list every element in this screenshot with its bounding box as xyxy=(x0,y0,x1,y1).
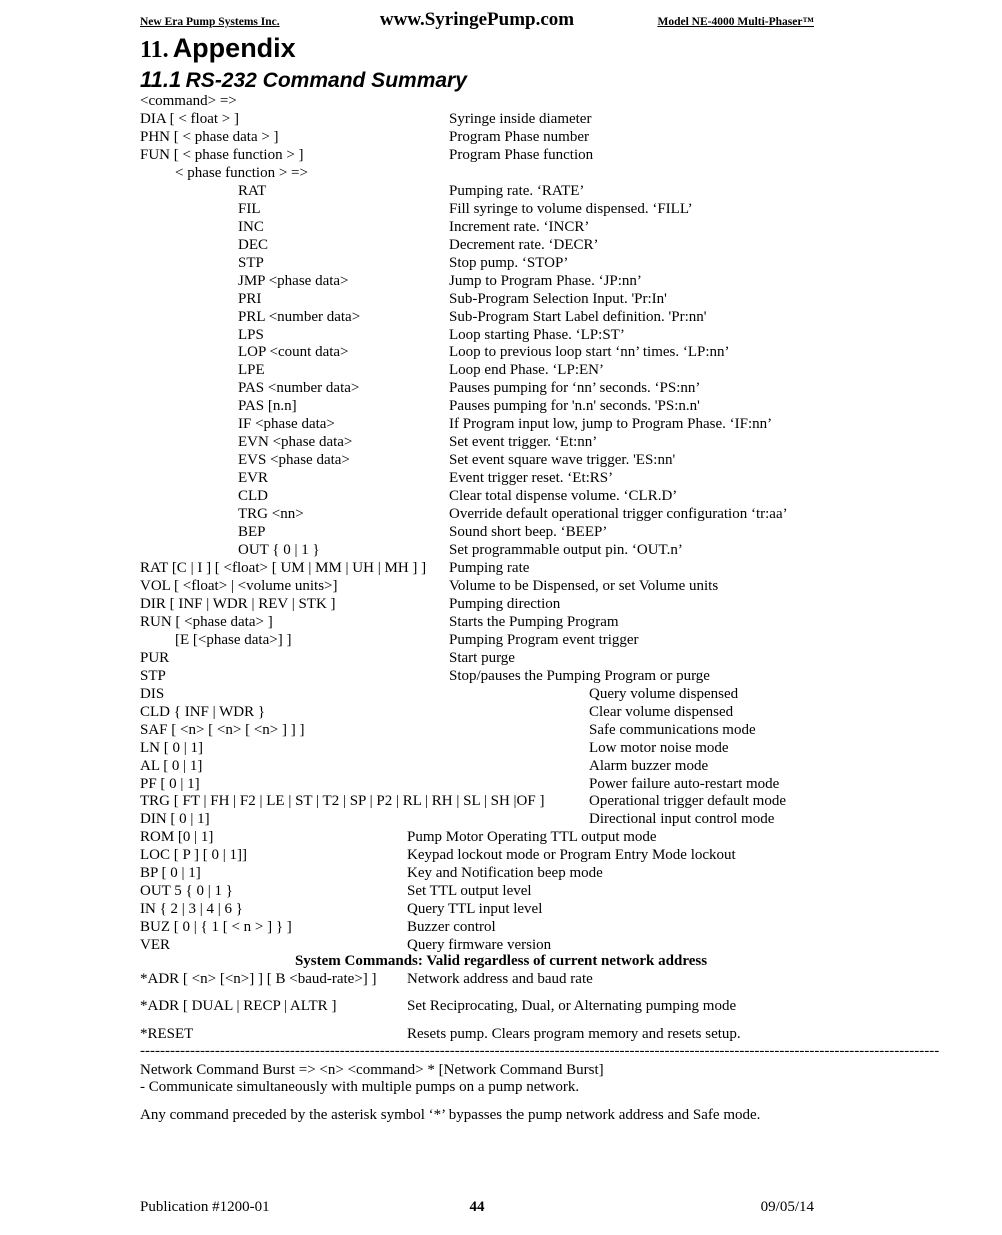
command-syntax: FIL xyxy=(238,200,261,217)
command-syntax: RAT [C | I ] [ <float> [ UM | MM | UH | MH ] ] xyxy=(140,560,427,576)
command-description: Pumping rate xyxy=(449,560,530,576)
command-description: Sound short beep. ‘BEEP’ xyxy=(449,524,608,541)
command-description: Override default operational trigger configuration ‘tr:aa’ xyxy=(449,506,788,523)
command-description: Set event square wave trigger. 'ES:nn' xyxy=(449,452,676,469)
command-description: Alarm buzzer mode xyxy=(589,757,709,774)
website: www.SyringePump.com xyxy=(379,9,575,30)
command-description: Operational trigger default mode xyxy=(589,793,787,810)
model-name: Model NE-4000 Multi-Phaser™ xyxy=(657,16,814,28)
command-syntax: AL [ 0 | 1] xyxy=(140,757,203,774)
command-description: Pauses pumping for ‘nn’ seconds. ‘PS:nn’ xyxy=(449,380,701,397)
command-syntax: STP xyxy=(238,254,264,271)
command-description: Query volume dispensed xyxy=(589,685,739,702)
command-description: Event trigger reset. ‘Et:RS’ xyxy=(449,470,614,487)
subsection-number: 11.1 xyxy=(140,67,182,92)
command-description: Increment rate. ‘INCR’ xyxy=(449,218,590,235)
command-syntax: IN { 2 | 3 | 4 | 6 } xyxy=(140,901,243,918)
publication-number: Publication #1200-01 xyxy=(140,1199,270,1215)
command-syntax: LOP <count data> xyxy=(238,344,349,361)
command-description: Program Phase number xyxy=(449,128,589,145)
command-description: Jump to Program Phase. ‘JP:nn’ xyxy=(449,272,642,289)
command-syntax: TRG <nn> xyxy=(238,506,304,523)
command-syntax: LPE xyxy=(238,362,265,379)
command-description: Pumping Program event trigger xyxy=(449,631,639,648)
system-command-description: Resets pump. Clears program memory and resets setup. xyxy=(407,1026,741,1042)
command-syntax: BEP xyxy=(238,524,266,541)
command-description: Pauses pumping for 'n.n' seconds. 'PS:n.n' xyxy=(449,398,700,415)
company-name: New Era Pump Systems Inc. xyxy=(140,16,280,28)
section-heading xyxy=(140,30,296,71)
command-description: Volume to be Dispensed, or set Volume units xyxy=(449,577,719,594)
intro-line: <command> => xyxy=(140,93,237,109)
command-syntax: PUR xyxy=(140,649,170,666)
command-syntax: PF [ 0 | 1] xyxy=(140,775,200,792)
command-description: Clear total dispense volume. ‘CLR.D’ xyxy=(449,488,678,505)
command-description: Set TTL output level xyxy=(407,883,532,900)
command-syntax: STP xyxy=(140,667,166,684)
command-syntax: LN [ 0 | 1] xyxy=(140,739,203,756)
command-syntax: VER xyxy=(140,937,170,954)
system-command-syntax: *ADR [ DUAL | RECP | ALTR ] xyxy=(140,998,337,1014)
command-syntax: TRG [ FT | FH | F2 | LE | ST | T2 | SP | P2 | RL | RH | SL | SH |OF ] xyxy=(140,793,545,810)
command-syntax: IF <phase data> xyxy=(238,416,335,433)
command-description: Query TTL input level xyxy=(407,901,543,918)
command-syntax: PRI xyxy=(238,290,262,307)
command-description: Sub-Program Start Label definition. 'Pr:nn' xyxy=(449,308,707,325)
command-description: Pumping direction xyxy=(449,595,561,612)
command-syntax: VOL [ <float> | <volume units>] xyxy=(140,577,338,594)
command-syntax: BP [ 0 | 1] xyxy=(140,865,201,882)
system-command-syntax: *ADR [ <n> [<n>] ] [ B <baud-rate>] ] xyxy=(140,971,377,987)
command-syntax: DIR [ INF | WDR | REV | STK ] xyxy=(140,595,336,612)
burst-line: Network Command Burst => <n> <command> * [Network Command Burst] xyxy=(140,1062,604,1078)
command-description: Loop starting Phase. ‘LP:ST’ xyxy=(449,326,625,343)
command-syntax: PHN [ < phase data > ] xyxy=(140,128,279,145)
command-description: Pump Motor Operating TTL output mode xyxy=(407,829,657,846)
command-syntax: INC xyxy=(238,218,264,235)
command-description: Low motor noise mode xyxy=(589,739,729,756)
command-syntax: OUT 5 { 0 | 1 } xyxy=(140,883,233,900)
command-description: Decrement rate. ‘DECR’ xyxy=(449,236,599,253)
command-syntax: LOC [ P ] [ 0 | 1]] xyxy=(140,847,248,864)
command-syntax: DEC xyxy=(238,236,268,253)
burst-note: - Communicate simultaneously with multiple pumps on a pump network. xyxy=(140,1079,580,1095)
command-syntax: ROM [0 | 1] xyxy=(140,829,214,846)
publication-date: 09/05/14 xyxy=(760,1199,814,1215)
command-description: Program Phase function xyxy=(449,146,594,163)
command-syntax: PAS <number data> xyxy=(238,380,360,397)
command-syntax: < phase function > => xyxy=(175,164,308,181)
command-description: Pumping rate. ‘RATE’ xyxy=(449,182,585,199)
command-syntax: JMP <phase data> xyxy=(238,272,349,289)
command-syntax: RAT xyxy=(238,182,267,199)
command-syntax: EVR xyxy=(238,470,268,487)
command-description: Start purge xyxy=(449,649,515,666)
system-command-description: Network address and baud rate xyxy=(407,971,593,987)
command-description: If Program input low, jump to Program Phase. ‘IF:nn’ xyxy=(449,416,773,433)
command-syntax: FUN [ < phase function > ] xyxy=(140,146,304,163)
command-description: Directional input control mode xyxy=(589,811,775,828)
section-title: Appendix xyxy=(172,33,296,63)
system-command-description: Set Reciprocating, Dual, or Alternating pumping mode xyxy=(407,998,737,1014)
system-commands-heading: System Commands: Valid regardless of current network address xyxy=(294,953,708,969)
command-description: Set event trigger. ‘Et:nn’ xyxy=(449,434,598,451)
command-description: Stop pump. ‘STOP’ xyxy=(449,254,569,271)
command-description: Key and Notification beep mode xyxy=(407,865,603,882)
command-syntax: DIA [ < float > ] xyxy=(140,111,239,127)
page-number: 44 xyxy=(469,1199,485,1215)
command-description: Loop end Phase. ‘LP:EN’ xyxy=(449,362,604,379)
command-syntax: BUZ [ 0 | { 1 [ < n > ] } ] xyxy=(140,919,292,936)
asterisk-note: Any command preceded by the asterisk symbol ‘*’ bypasses the pump network address and Safe mode. xyxy=(140,1107,761,1123)
command-description: Buzzer control xyxy=(407,919,496,936)
section-number: 11. xyxy=(140,37,169,63)
command-syntax: CLD { INF | WDR } xyxy=(140,703,266,720)
command-syntax: DIN [ 0 | 1] xyxy=(140,811,210,828)
command-syntax: SAF [ <n> [ <n> [ <n> ] ] ] xyxy=(140,721,305,738)
command-description: Keypad lockout mode or Program Entry Mode lockout xyxy=(407,847,736,864)
command-syntax: DIS xyxy=(140,685,165,702)
command-syntax: PRL <number data> xyxy=(238,308,361,325)
command-description: Starts the Pumping Program xyxy=(449,613,619,630)
command-description: Set programmable output pin. ‘OUT.n’ xyxy=(449,542,683,559)
command-description: Fill syringe to volume dispensed. ‘FILL’ xyxy=(449,200,693,217)
command-description: Loop to previous loop start ‘nn’ times. ‘LP:nn’ xyxy=(449,344,730,361)
separator-line: ---------------------------------------------------------------------------------------------------------------------------------------------------------------- xyxy=(140,1043,940,1059)
command-description: Clear volume dispensed xyxy=(589,703,734,720)
command-syntax: OUT { 0 | 1 } xyxy=(238,542,320,559)
command-description: Query firmware version xyxy=(407,937,552,954)
command-description: Safe communications mode xyxy=(589,721,756,738)
command-syntax: CLD xyxy=(238,488,268,505)
command-description: Sub-Program Selection Input. 'Pr:In' xyxy=(449,290,667,307)
command-syntax: EVN <phase data> xyxy=(238,434,353,451)
subsection-title: RS-232 Command Summary xyxy=(185,69,467,92)
system-command-syntax: *RESET xyxy=(140,1026,194,1042)
command-description: Syringe inside diameter xyxy=(449,111,592,127)
command-syntax: [E [<phase data>] ] xyxy=(175,631,292,648)
command-syntax: LPS xyxy=(238,326,264,343)
command-syntax: EVS <phase data> xyxy=(238,452,350,469)
command-description: Stop/pauses the Pumping Program or purge xyxy=(449,667,710,684)
command-description: Power failure auto-restart mode xyxy=(589,775,780,792)
command-syntax: PAS [n.n] xyxy=(238,398,297,415)
command-syntax: RUN [ <phase data> ] xyxy=(140,613,273,630)
